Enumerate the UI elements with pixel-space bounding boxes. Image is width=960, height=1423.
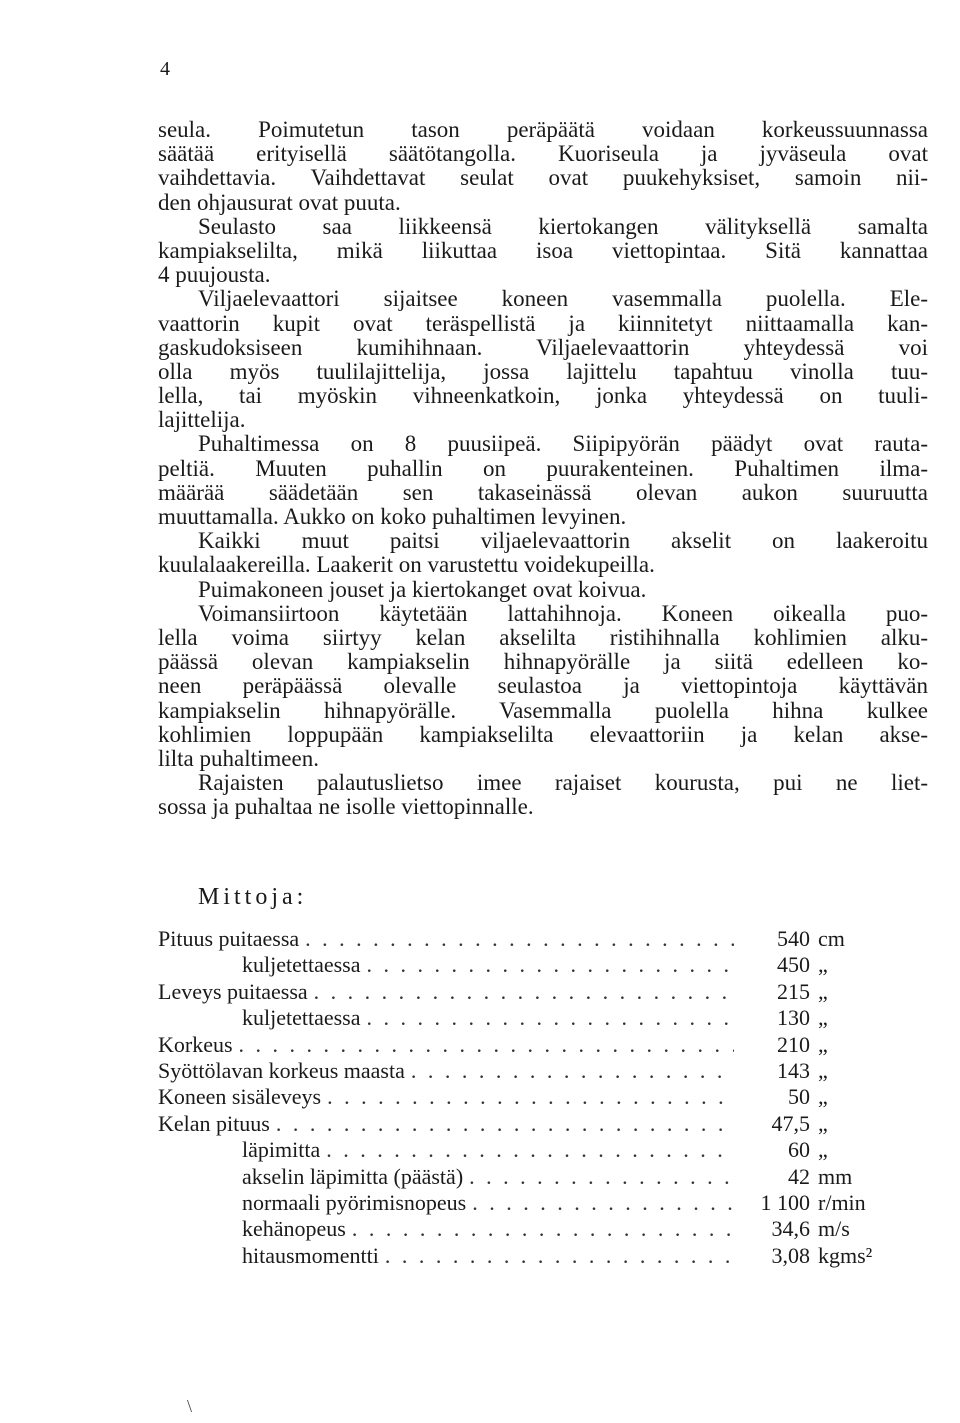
text-line: lella voima siirtyy kelan akselilta ristihihnalla kohlimien alku- bbox=[158, 625, 928, 650]
measure-unit: cm bbox=[818, 926, 845, 951]
measure-value: 210 bbox=[777, 1031, 810, 1057]
text-line: kampiakselin hihnapyörälle. Vasemmalla puolella hihna kulkee bbox=[158, 698, 928, 723]
text-line: lella, tai myöskin vihneenkatkoin, jonka yhteydessä on tuuli- bbox=[158, 384, 928, 409]
measure-row bbox=[158, 1164, 928, 1190]
measure-value: 60 bbox=[788, 1137, 810, 1163]
measure-label: Kelan pituus bbox=[158, 1110, 270, 1136]
text-line: päässä olevan kampiakselin hihnapyörälle ja siitä edelleen ko- bbox=[158, 650, 928, 675]
measures-table bbox=[158, 926, 928, 1269]
text-line: olla myös tuulilajittelija, jossa lajittelu tapahtuu vinolla tuu- bbox=[158, 359, 928, 384]
leader-dots bbox=[305, 926, 734, 952]
measure-unit: „ bbox=[818, 952, 828, 978]
leader-dots bbox=[472, 1190, 734, 1216]
text-line: gaskudoksiseen kumihihnaan. Viljaelevaattorin yhteydessä voi bbox=[158, 335, 928, 360]
leader-dots bbox=[314, 979, 734, 1005]
measure-row bbox=[158, 952, 928, 978]
measure-row bbox=[158, 1005, 928, 1031]
measure-label: normaali pyörimisnopeus bbox=[242, 1189, 467, 1215]
measure-unit: kgms² bbox=[818, 1242, 873, 1268]
text-line: peltiä. Muuten puhallin on puurakenteinen. Puhaltimen ilma- bbox=[158, 456, 928, 481]
text-line: vaattorin kupit ovat teräspellistä ja kiinnitetyt niittaamalla kan- bbox=[158, 311, 928, 336]
leader-dots bbox=[352, 1216, 734, 1242]
measure-row bbox=[158, 926, 928, 952]
body-text bbox=[158, 118, 928, 819]
leader-dots bbox=[411, 1058, 734, 1084]
text-line: Kaikki muut paitsi viljaelevaattorin akselit on laakeroitu bbox=[198, 529, 928, 554]
text-line: neen peräpäässä olevalle seulastoa ja viettopintoja käyttävän bbox=[158, 674, 928, 699]
measure-row bbox=[158, 979, 928, 1005]
measure-unit: „ bbox=[818, 1005, 828, 1031]
leader-dots bbox=[385, 1243, 734, 1269]
measure-unit: „ bbox=[818, 1057, 828, 1083]
measure-value: 3,08 bbox=[771, 1242, 810, 1268]
measure-value: 540 bbox=[777, 926, 810, 951]
measure-value: 143 bbox=[777, 1057, 810, 1083]
text-line: sossa ja puhaltaa ne isolle viettopinnalle. bbox=[158, 795, 534, 820]
page-number: 4 bbox=[160, 58, 170, 80]
measure-label: läpimitta bbox=[242, 1137, 321, 1163]
measure-label: Pituus puitaessa bbox=[158, 926, 300, 951]
measure-value: 450 bbox=[777, 952, 810, 978]
measure-value: 47,5 bbox=[771, 1110, 810, 1136]
measure-row bbox=[158, 1216, 928, 1242]
measures-heading: Mittoja: bbox=[198, 884, 308, 910]
text-line: 4 puujousta. bbox=[158, 263, 271, 288]
text-line: lilta puhaltimeen. bbox=[158, 746, 319, 771]
text-line: Rajaisten palautuslietso imee rajaiset kourusta, pui ne liet- bbox=[198, 771, 928, 796]
text-line: vaihdettavia. Vaihdettavat seulat ovat puukehyksiset, samoin nii- bbox=[158, 166, 928, 191]
measure-row bbox=[158, 1190, 928, 1216]
leader-dots bbox=[326, 1137, 734, 1163]
measure-unit: r/min bbox=[818, 1189, 866, 1215]
measure-value: 130 bbox=[777, 1005, 810, 1031]
measure-unit: „ bbox=[818, 1110, 828, 1136]
measure-unit: m/s bbox=[818, 1216, 850, 1242]
text-line: Puimakoneen jouset ja kiertokanget ovat koivua. bbox=[198, 577, 647, 602]
measure-label: hitausmomentti bbox=[242, 1242, 379, 1268]
text-line: määrää säädetään sen takaseinässä olevan aukon suuruutta bbox=[158, 480, 928, 505]
text-line: kohlimien loppupään kampiakselilta elevaattoriin ja kelan akse- bbox=[158, 722, 928, 747]
text-line: seula. Poimutetun tason peräpäätä voidaan korkeussuunnassa bbox=[158, 118, 928, 142]
text-line: Seulasto saa liikkeensä kiertokangen välityksellä samalta bbox=[198, 214, 928, 239]
stray-mark: \ bbox=[187, 1396, 193, 1416]
measure-label: akselin läpimitta (päästä) bbox=[242, 1163, 464, 1189]
leader-dots bbox=[367, 952, 734, 978]
text-line: Viljaelevaattori sijaitsee koneen vasemmalla puolella. Ele- bbox=[198, 287, 928, 312]
measure-value: 50 bbox=[788, 1084, 810, 1110]
measure-unit: „ bbox=[818, 1084, 828, 1110]
measure-row bbox=[158, 1243, 928, 1269]
text-line: lajittelija. bbox=[158, 408, 246, 433]
text-line: Voimansiirtoon käytetään lattahihnoja. Koneen oikealla puo- bbox=[198, 601, 928, 626]
measure-unit: „ bbox=[818, 1031, 828, 1057]
measure-value: 215 bbox=[777, 978, 810, 1004]
text-line: kampiakselilta, mikä liikuttaa isoa viettopintaa. Sitä kannattaa bbox=[158, 238, 928, 263]
measure-value: 1 100 bbox=[760, 1189, 810, 1215]
measure-label: Koneen sisäleveys bbox=[158, 1084, 322, 1110]
measure-label: kehänopeus bbox=[242, 1216, 346, 1242]
text-line: muuttamalla. Aukko on koko puhaltimen levyinen. bbox=[158, 505, 627, 529]
measure-value: 34,6 bbox=[771, 1216, 810, 1242]
text-line: Puhaltimessa on 8 puusiipeä. Siipipyörän päädyt ovat rauta- bbox=[198, 432, 928, 457]
leader-dots bbox=[276, 1111, 734, 1137]
measure-label: Syöttölavan korkeus maasta bbox=[158, 1057, 405, 1083]
leader-dots bbox=[469, 1164, 734, 1190]
measure-value: 42 bbox=[788, 1163, 810, 1189]
measure-row bbox=[158, 1058, 928, 1084]
measure-row bbox=[158, 1111, 928, 1137]
text-line: kuulalaakereilla. Laakerit on varustettu voidekupeilla. bbox=[158, 553, 655, 578]
measure-label: kuljetettaessa bbox=[242, 1005, 361, 1031]
measure-label: kuljetettaessa bbox=[242, 952, 361, 978]
leader-dots bbox=[239, 1032, 734, 1058]
measure-row bbox=[158, 1084, 928, 1110]
measure-label: Leveys puitaessa bbox=[158, 978, 308, 1004]
measure-row bbox=[158, 1137, 928, 1163]
leader-dots bbox=[327, 1084, 734, 1110]
text-line: säätää erityisellä säätötangolla. Kuoriseula ja jyväseula ovat bbox=[158, 142, 928, 167]
measure-label: Korkeus bbox=[158, 1031, 233, 1057]
measure-unit: mm bbox=[818, 1163, 853, 1189]
text-line: den ohjausurat ovat puuta. bbox=[158, 190, 401, 215]
measure-row bbox=[158, 1032, 928, 1058]
measure-unit: „ bbox=[818, 978, 828, 1004]
leader-dots bbox=[367, 1005, 734, 1031]
measure-unit: „ bbox=[818, 1137, 828, 1163]
